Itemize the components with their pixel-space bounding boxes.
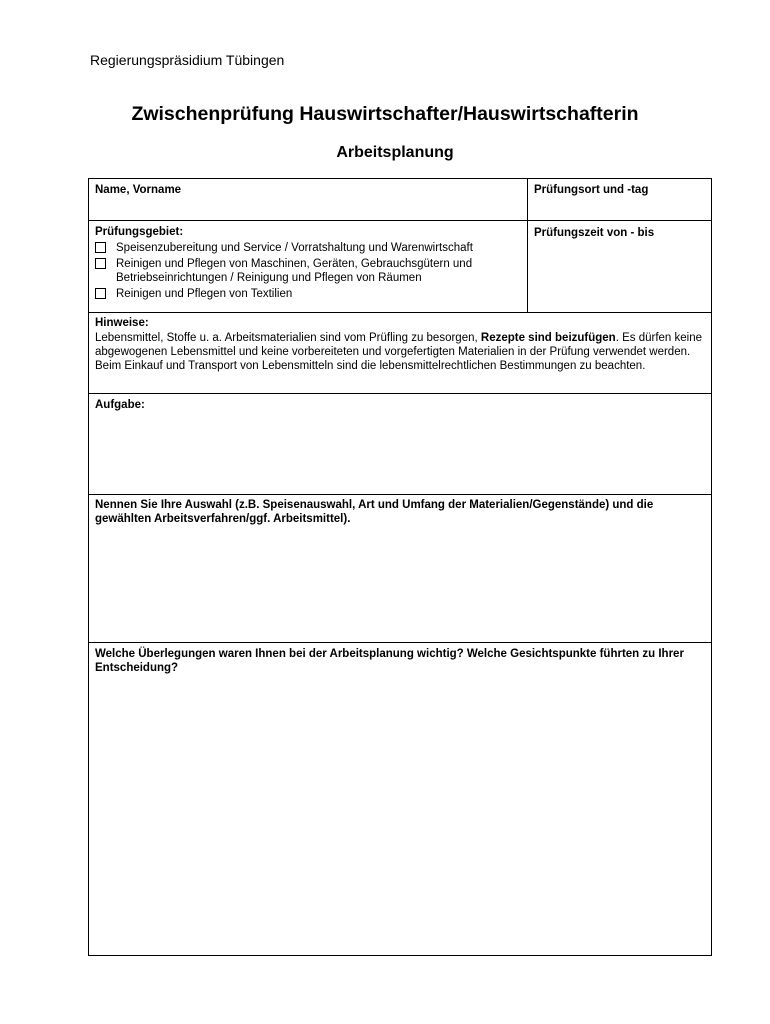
document-subtitle: Arbeitsplanung <box>336 144 454 161</box>
row-divider <box>89 494 711 495</box>
document-title: Zwischenprüfung Hauswirtschafter/Hauswirtschafterin <box>131 103 639 125</box>
task-field[interactable] <box>89 413 711 493</box>
exam-form <box>88 178 712 956</box>
place-date-field[interactable] <box>528 179 712 220</box>
task-label: Aufgabe: <box>95 399 145 411</box>
exam-area-section <box>95 225 525 301</box>
checkbox-area-textiles[interactable] <box>95 288 106 299</box>
exam-area-option[interactable] <box>95 257 525 285</box>
exam-area-option-label: Reinigen und Pflegen von Textilien <box>116 288 293 300</box>
considerations-answer-field[interactable] <box>89 679 711 955</box>
exam-area-label: Prüfungsgebiet: <box>95 226 184 238</box>
notes-text: Lebensmittel, Stoffe u. a. Arbeitsmaterialien sind vom Prüfling zu besorgen, Rezepte sind beizufügen. Es dürfen keine abgewogenen Lebensmittel und keine vorbereiteten und vorgefertigten Materialien in der Prüfung verwendet werden. Beim Einkauf und Transport von Lebensmitteln sind die lebensmittelrechtlichen Bestimmungen zu beachten. <box>95 332 703 372</box>
exam-time-label: Prüfungszeit von - bis <box>534 227 655 239</box>
exam-area-option-label: Reinigen und Pflegen von Maschinen, Geräten, Gebrauchsgütern und Betriebseinrichtungen / Reinigung und Pflegen von Räumen <box>116 258 473 284</box>
notes-section <box>95 316 707 373</box>
row-divider <box>89 393 711 394</box>
issuing-authority: Regierungspräsidium Tübingen <box>90 52 285 68</box>
selection-answer-field[interactable] <box>89 529 711 641</box>
name-label: Name, Vorname <box>95 184 182 196</box>
name-field[interactable] <box>89 179 527 220</box>
notes-label: Hinweise: <box>95 317 149 329</box>
considerations-question: Welche Überlegungen waren Ihnen bei der Arbeitsplanung wichtig? Welche Gesichtspunkte führten zu Ihrer Entscheidung? <box>95 648 684 674</box>
checkbox-area-cleaning-rooms[interactable] <box>95 258 106 269</box>
row-divider <box>89 312 711 313</box>
row-divider <box>89 220 711 221</box>
row-divider <box>89 642 711 643</box>
checkbox-area-food-service[interactable] <box>95 242 106 253</box>
exam-area-option-label: Speisenzubereitung und Service / Vorratshaltung und Warenwirtschaft <box>116 242 473 254</box>
place-date-label: Prüfungsort und -tag <box>534 184 649 196</box>
selection-question: Nennen Sie Ihre Auswahl (z.B. Speisenauswahl, Art und Umfang der Materialien/Gegenstände) und die gewählten Arbeitsverfahren/ggf. Arbeitsmittel). <box>95 499 654 525</box>
exam-area-option[interactable] <box>95 241 525 255</box>
exam-time-field[interactable] <box>528 239 712 311</box>
exam-area-option[interactable] <box>95 287 525 301</box>
